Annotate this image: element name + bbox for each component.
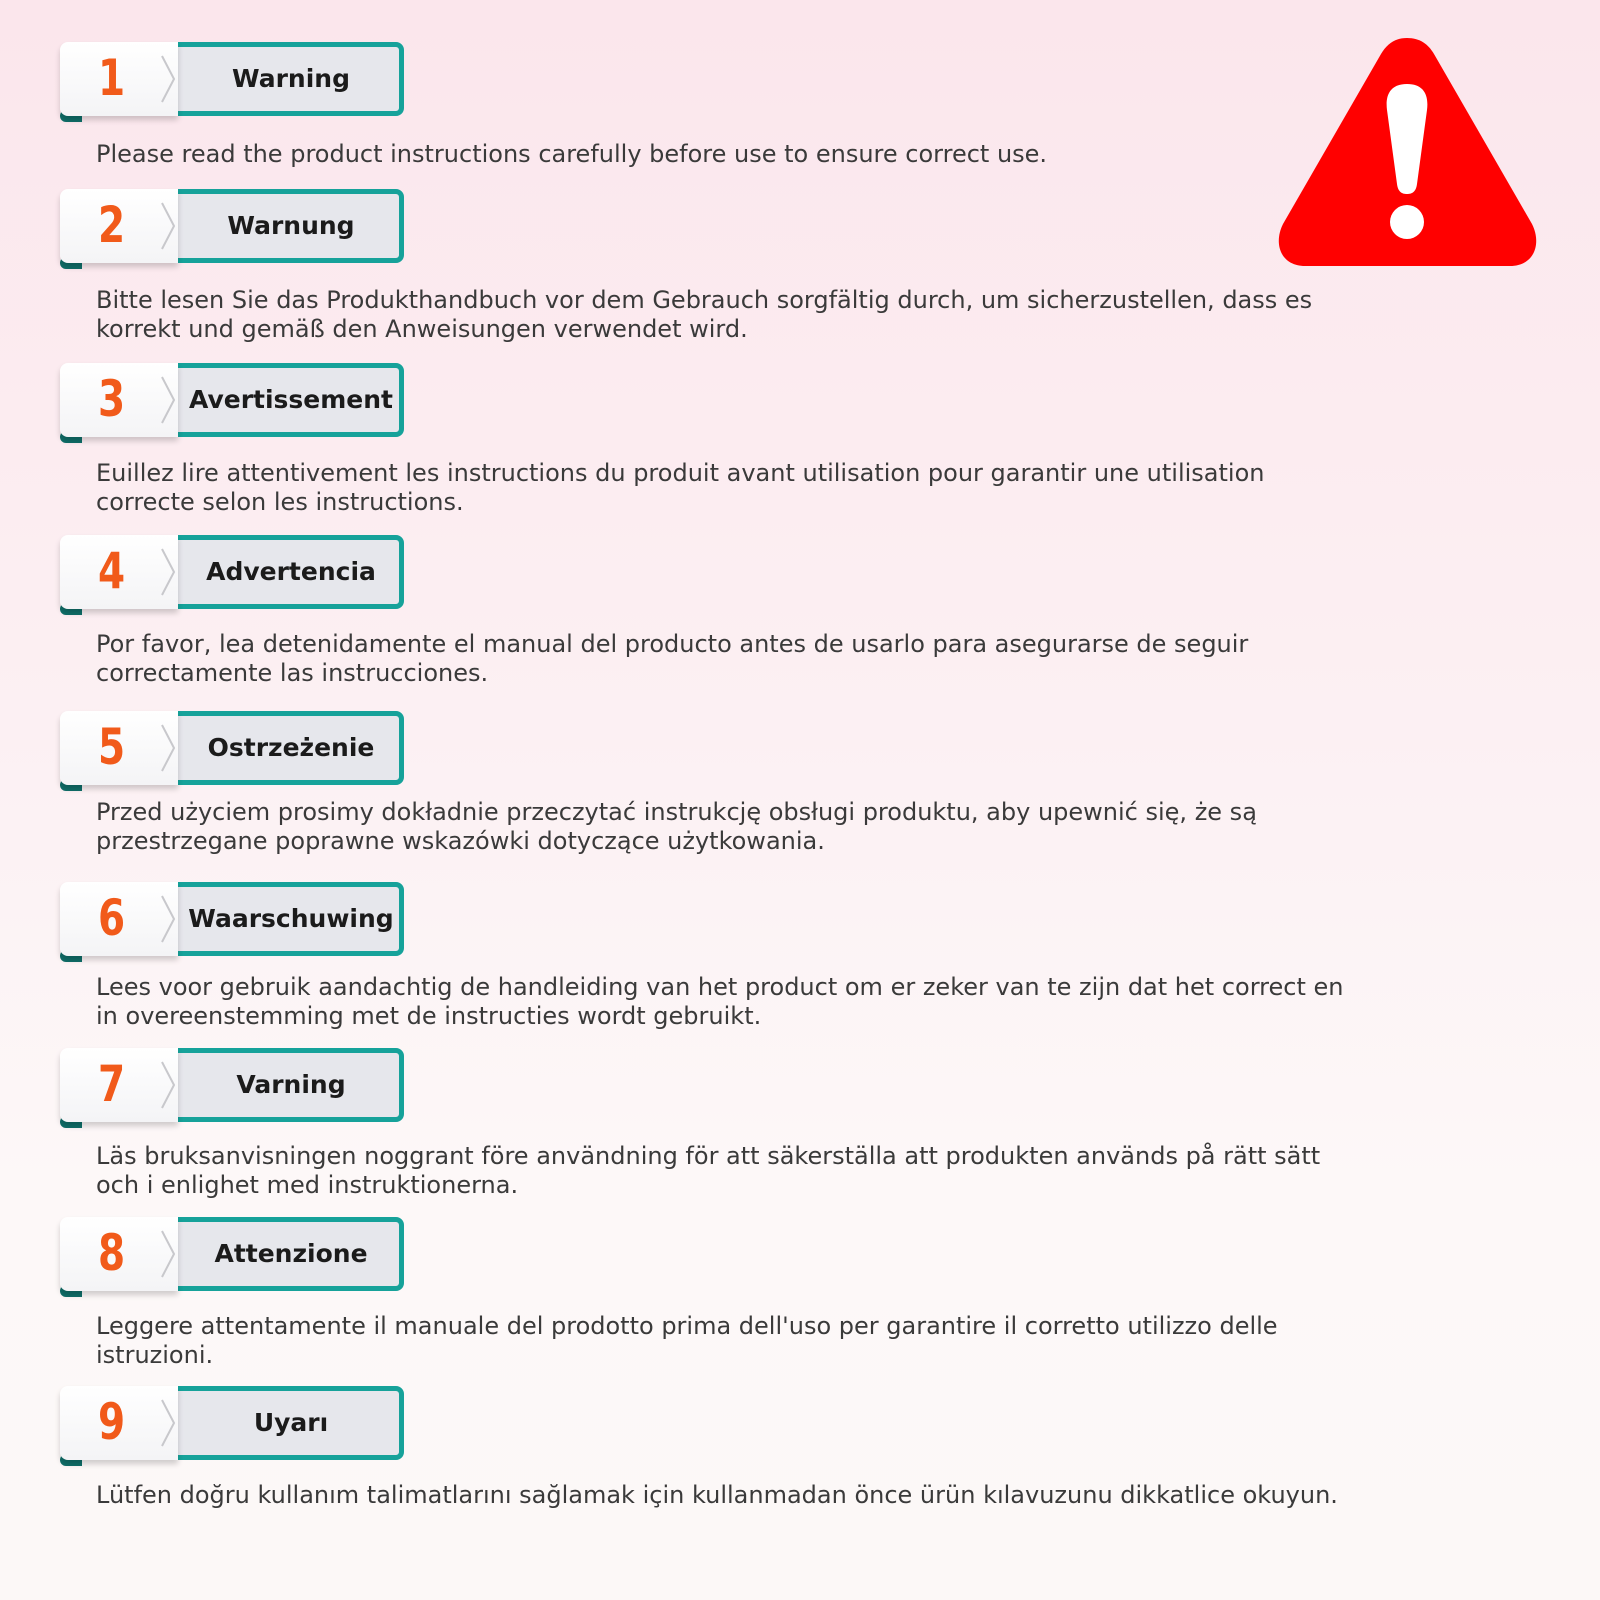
item-banner xyxy=(60,1048,420,1138)
warning-item-4 xyxy=(60,535,1340,687)
item-banner xyxy=(60,1217,420,1307)
item-title: Warnung xyxy=(227,211,355,240)
item-banner xyxy=(60,363,420,453)
item-number: 5 xyxy=(98,718,126,776)
item-description: Please read the product instructions carefully before use to ensure correct use. xyxy=(96,140,1048,168)
item-banner xyxy=(60,535,420,625)
warning-item-5 xyxy=(60,711,1340,855)
item-title: Avertissement xyxy=(188,385,394,414)
item-number: 7 xyxy=(98,1055,126,1113)
item-number: 8 xyxy=(98,1224,126,1282)
item-banner xyxy=(60,42,420,132)
item-number: 3 xyxy=(98,370,126,428)
warning-item-2 xyxy=(60,189,1340,343)
item-banner xyxy=(60,1386,420,1476)
item-title: Uyarı xyxy=(253,1408,329,1437)
item-title: Attenzione xyxy=(214,1239,368,1268)
item-description: Przed użyciem prosimy dokładnie przeczytać instrukcję obsługi produktu, aby upewnić się, że są przestrzegane poprawne wskazówki dotyczące użytkowania. xyxy=(96,798,1257,855)
item-title: Ostrzeżenie xyxy=(207,733,375,762)
warning-item-1 xyxy=(60,42,1340,168)
item-title: Waarschuwing xyxy=(188,904,394,933)
item-description: Leggere attentamente il manuale del prodotto prima dell'uso per garantire il corretto utilizzo delle istruzioni. xyxy=(96,1312,1278,1369)
warning-item-8 xyxy=(60,1217,1340,1369)
item-title: Varning xyxy=(236,1070,346,1099)
item-banner xyxy=(60,882,420,972)
item-description: Bitte lesen Sie das Produkthandbuch vor dem Gebrauch sorgfältig durch, um sicherzustellen, dass es korrekt und gemäß den Anweisungen verwendet wird. xyxy=(96,286,1313,343)
item-description: Läs bruksanvisningen noggrant före användning för att säkerställa att produkten används på rätt sätt och i enlighet med instruktionerna. xyxy=(96,1142,1321,1199)
item-number: 2 xyxy=(98,196,126,254)
item-banner xyxy=(60,711,420,801)
item-title: Advertencia xyxy=(206,557,376,586)
item-description: Por favor, lea detenidamente el manual del producto antes de usarlo para asegurarse de seguir correctamente las instrucciones. xyxy=(96,630,1249,687)
item-banner xyxy=(60,189,420,279)
item-description: Lees voor gebruik aandachtig de handleiding van het product om er zeker van te zijn dat het correct en in overeenstemming met de instructies wordt gebruikt. xyxy=(96,973,1344,1030)
warning-item-6 xyxy=(60,882,1344,1030)
warning-item-7 xyxy=(60,1048,1340,1199)
item-number: 6 xyxy=(98,889,126,947)
item-description: Euillez lire attentivement les instructions du produit avant utilisation pour garantir une utilisation correcte selon les instructions. xyxy=(96,459,1265,516)
item-number: 4 xyxy=(98,542,126,600)
item-description: Lütfen doğru kullanım talimatlarını sağlamak için kullanmadan önce ürün kılavuzunu dikkatlice okuyun. xyxy=(96,1481,1338,1509)
item-number: 9 xyxy=(98,1393,126,1451)
warning-item-9 xyxy=(60,1386,1340,1509)
item-number: 1 xyxy=(98,49,126,107)
item-title: Warning xyxy=(232,64,350,93)
warning-item-3 xyxy=(60,363,1340,516)
